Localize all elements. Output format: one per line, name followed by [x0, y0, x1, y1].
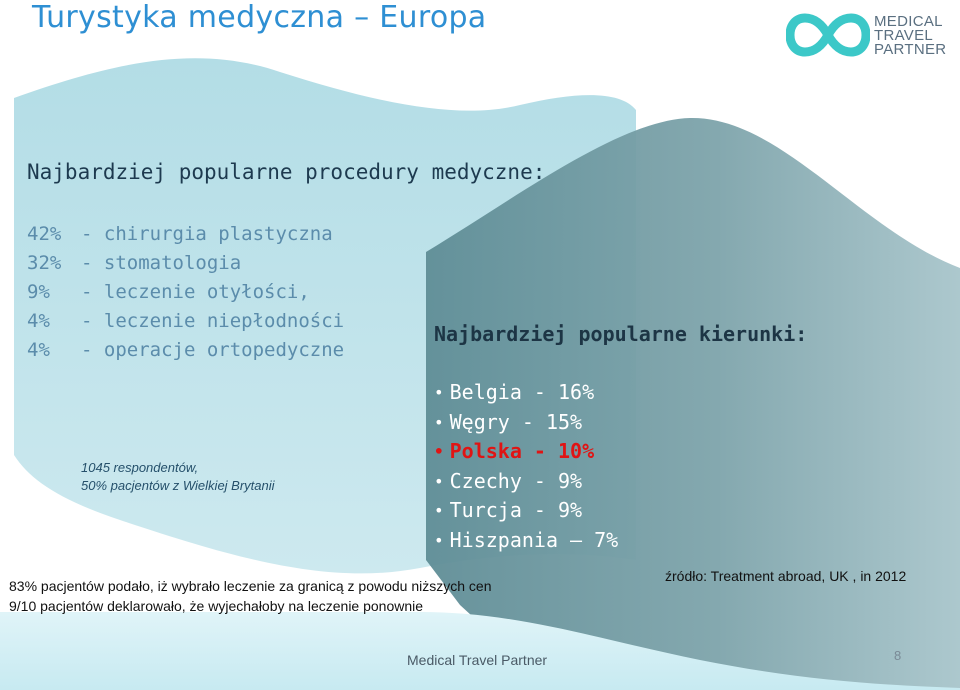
logo-line: TRAVEL: [874, 27, 934, 44]
list-item: [27, 220, 344, 249]
list-item: [27, 278, 344, 307]
logo-wordmark: [874, 15, 946, 57]
infinity-icon: [786, 12, 870, 58]
respondents-line: 1045 respondentów,: [81, 460, 199, 475]
destination-label: Czechy - 9%: [449, 468, 583, 493]
bullet-icon: •: [434, 412, 444, 432]
list-item: [434, 378, 618, 408]
list-item: [434, 467, 618, 497]
page-number: 8: [894, 648, 902, 663]
respondents-line: 50% pacjentów z Wielkiej Brytanii: [81, 478, 275, 493]
logo-line: MEDICAL: [874, 13, 943, 30]
bullet-icon: •: [434, 383, 444, 402]
survey-note-line: 9/10 pacjentów deklarowało, że wyjechałoby na leczenie ponownie: [9, 598, 424, 614]
list-item: [27, 307, 344, 336]
list-item: [27, 336, 344, 365]
destinations-list: [434, 378, 618, 555]
procedure-percent: 32%: [27, 252, 62, 274]
procedure-percent: 42%: [27, 223, 62, 245]
survey-note-line: 83% pacjentów podało, iż wybrało leczenie za granicą z powodu niższych cen: [9, 578, 492, 594]
procedure-label: - leczenie otyłości,: [81, 281, 310, 303]
bullet-icon: •: [434, 501, 444, 520]
footer-company: Medical Travel Partner: [407, 652, 548, 668]
destinations-heading: Najbardziej popularne kierunki:: [434, 322, 808, 346]
destination-label: Polska - 10%: [449, 439, 595, 463]
list-item: [434, 526, 618, 556]
source-citation: źródło: Treatment abroad, UK , in 2012: [665, 568, 907, 584]
procedure-percent: 4%: [27, 310, 50, 332]
bullet-icon: •: [434, 471, 444, 491]
list-item: [27, 249, 344, 278]
respondents-note: [81, 459, 275, 495]
destination-label: Belgia - 16%: [449, 380, 595, 404]
procedure-label: - chirurgia plastyczna: [81, 223, 333, 245]
procedure-label: - leczenie niepłodności: [81, 310, 345, 332]
survey-note: [9, 576, 492, 616]
procedures-list: [27, 220, 344, 365]
procedure-label: - stomatologia: [81, 252, 242, 274]
procedure-percent: 4%: [27, 339, 50, 361]
bullet-icon: •: [434, 442, 444, 461]
procedures-heading: Najbardziej popularne procedury medyczne:: [27, 160, 546, 184]
list-item-highlighted: [434, 437, 618, 467]
list-item: [434, 496, 618, 526]
bullet-icon: •: [434, 530, 444, 550]
company-logo: [786, 12, 946, 60]
slide-title: Turystyka medyczna – Europa: [32, 0, 487, 35]
procedure-label: - operacje ortopedyczne: [81, 339, 345, 361]
logo-line: PARTNER: [874, 41, 947, 58]
procedure-percent: 9%: [27, 281, 50, 303]
destination-label: Hiszpania – 7%: [449, 527, 619, 552]
destination-label: Węgry - 15%: [449, 409, 583, 434]
destination-label: Turcja - 9%: [449, 498, 583, 522]
list-item: [434, 408, 618, 438]
